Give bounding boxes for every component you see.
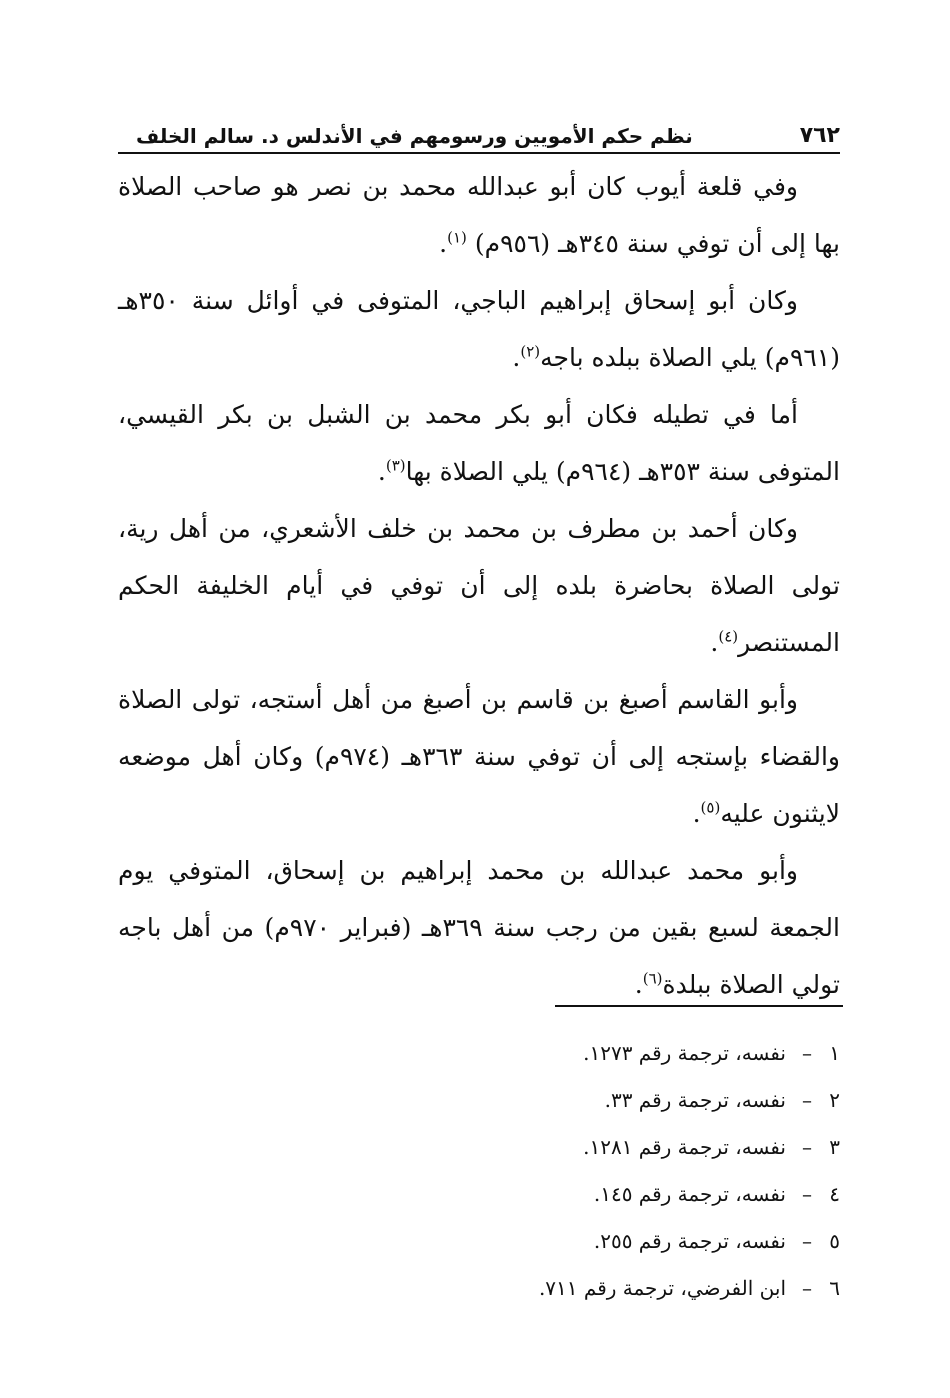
paragraph xyxy=(118,500,840,671)
paragraph xyxy=(118,272,840,386)
paragraph xyxy=(118,842,840,1013)
footnote xyxy=(118,1124,840,1171)
paragraph-end: . xyxy=(710,628,719,657)
paragraph-end: . xyxy=(512,343,521,372)
footnote-text: نفسه، ترجمة رقم ١٢٧٣. xyxy=(583,1041,786,1065)
footnote-separator: – xyxy=(802,1041,812,1065)
footnote xyxy=(118,1077,840,1124)
page-number: ٧٦٢ xyxy=(799,123,840,148)
footnote-number: ١ xyxy=(829,1041,840,1065)
footnote-number: ٦ xyxy=(829,1276,840,1300)
paragraph-text: أما في تطيله فكان أبو بكر محمد بن الشبل بن بكر القيسي، المتوفى سنة ٣٥٣هـ (٩٦٤م) يلي الصلاة بها xyxy=(118,400,840,486)
footnote xyxy=(118,1265,840,1312)
footnote xyxy=(118,1171,840,1218)
footnote-ref: (٦) xyxy=(642,969,663,988)
paragraph xyxy=(118,671,840,842)
paragraph xyxy=(118,158,840,272)
footnote-separator: – xyxy=(802,1088,812,1112)
footnote-separator: – xyxy=(802,1135,812,1159)
paragraph-text: وكان أبو إسحاق إبراهيم الباجي، المتوفى في أوائل سنة ٣٥٠هـ (٩٦١م) يلي الصلاة ببلده باجه xyxy=(118,286,840,372)
footnote-text: نفسه، ترجمة رقم ٢٥٥. xyxy=(593,1229,786,1253)
footnote-text: نفسه، ترجمة رقم ٣٣. xyxy=(604,1088,786,1112)
footnote-number: ٥ xyxy=(829,1229,840,1253)
footnote-divider xyxy=(555,1005,843,1007)
footnote-text: نفسه، ترجمة رقم ١٤٥. xyxy=(593,1182,786,1206)
paragraph-text: وفي قلعة أيوب كان أبو عبدالله محمد بن نصر هو صاحب الصلاة بها إلى أن توفي سنة ٣٤٥هـ (٩٥٦م) xyxy=(118,172,840,258)
footnote-text: نفسه، ترجمة رقم ١٢٨١. xyxy=(583,1135,786,1159)
footnote-ref: (٥) xyxy=(700,798,721,817)
footnotes xyxy=(118,1030,840,1312)
footnote-ref: (٢) xyxy=(520,342,541,361)
footnote xyxy=(118,1030,840,1077)
footnote xyxy=(118,1218,840,1265)
footnote-ref: (٤) xyxy=(718,627,739,646)
footnote-separator: – xyxy=(802,1229,812,1253)
page-header xyxy=(118,110,840,154)
footnote-number: ٤ xyxy=(829,1182,840,1206)
paragraph-end: . xyxy=(377,457,386,486)
footnote-number: ٣ xyxy=(829,1135,840,1159)
paragraph-text: وأبو محمد عبدالله بن محمد إبراهيم بن إسحاق، المتوفي يوم الجمعة لسبع بقين من رجب سنة ٣٦٩هـ (فبراير ٩٧٠م) من أهل باجه تولي الصلاة ببلدة xyxy=(118,856,840,999)
body-text xyxy=(118,158,840,1013)
footnote-separator: – xyxy=(802,1182,812,1206)
paragraph-end: . xyxy=(634,970,643,999)
running-title: نظم حكم الأمويين ورسومهم في الأندلس د. سالم الخلف xyxy=(136,124,693,148)
footnote-separator: – xyxy=(802,1276,812,1300)
footnote-text: ابن الفرضي، ترجمة رقم ٧١١. xyxy=(538,1276,786,1300)
footnote-number: ٢ xyxy=(829,1088,840,1112)
paragraph-text: وكان أحمد بن مطرف بن محمد بن خلف الأشعري، من أهل رية، تولى الصلاة بحاضرة بلده إلى أن توفي في أيام الخليفة الحكم المستنصر xyxy=(118,514,840,657)
paragraph xyxy=(118,386,840,500)
paragraph-end: . xyxy=(692,799,701,828)
footnote-ref: (١) xyxy=(447,228,467,247)
paragraph-end: . xyxy=(439,229,448,258)
footnote-ref: (٣) xyxy=(385,456,406,475)
paragraph-text: وأبو القاسم أصبغ بن قاسم بن أصبغ من أهل أستجه، تولى الصلاة والقضاء بإستجه إلى أن توفي سنة ٣٦٣هـ (٩٧٤م) وكان أهل موضعه لايثنون عليه xyxy=(118,685,840,828)
